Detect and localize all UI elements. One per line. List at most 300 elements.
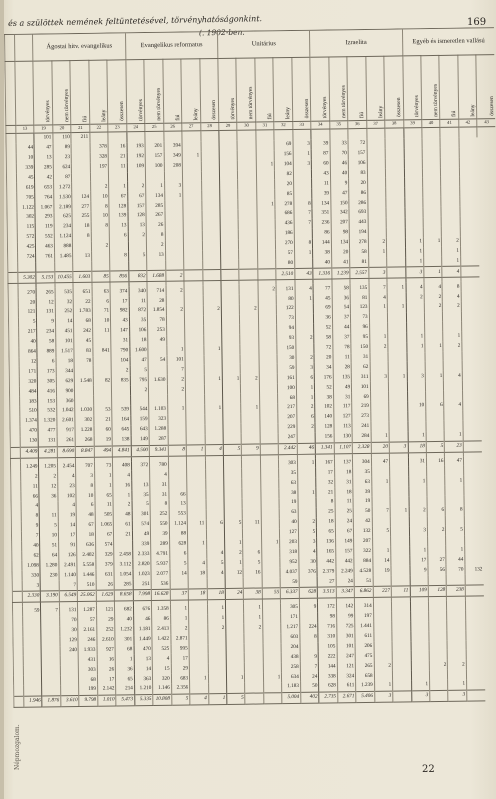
table-cell: 714: [147, 286, 166, 296]
table-cell: 43: [295, 269, 314, 280]
table-cell: 525: [152, 644, 171, 654]
table-cell: 140: [315, 412, 334, 422]
table-cell: 21: [94, 415, 113, 425]
table-cell: 4: [299, 547, 318, 557]
table-cell: 19: [279, 498, 298, 508]
table-cell: [386, 237, 405, 247]
table-cell: [240, 354, 259, 364]
table-cell: 2.442: [279, 443, 298, 454]
table-cell: [392, 631, 411, 641]
table-cell: 4: [188, 559, 207, 569]
table-cell: 13: [169, 500, 188, 510]
sub-header-cell: [52, 61, 71, 125]
table-cell: [204, 355, 223, 365]
table-cell: 888: [54, 242, 73, 252]
table-cell: 106: [129, 326, 148, 336]
table-cell: 36: [116, 665, 135, 675]
table-cell: [459, 167, 478, 177]
table-cell: [262, 558, 281, 568]
table-cell: 8: [442, 282, 461, 292]
table-cell: [444, 381, 463, 391]
table-cell: [390, 496, 409, 506]
table-cell: 9: [410, 565, 429, 575]
table-cell: 252: [97, 625, 116, 635]
table-cell: [388, 342, 407, 352]
table-cell: [429, 670, 448, 680]
table-cell: 159: [131, 415, 150, 425]
table-cell: [263, 662, 282, 672]
table-cell: [426, 411, 445, 421]
table-cell: 631: [96, 570, 115, 580]
table-cell: 451: [56, 327, 75, 337]
table-cell: [148, 365, 167, 375]
table-cell: [71, 143, 90, 153]
table-cell: [410, 575, 429, 586]
table-cell: 1: [257, 199, 276, 209]
table-cell: 110: [53, 133, 72, 144]
table-cell: 78: [74, 356, 93, 366]
table-cell: 1: [204, 374, 223, 384]
table-cell: 5: [132, 500, 151, 510]
table-cell: [242, 479, 261, 489]
table-cell: [405, 217, 424, 227]
row-lead-cell: [13, 676, 23, 686]
table-cell: [72, 172, 91, 182]
table-cell: [93, 396, 112, 406]
sub-header-label: nem törvényes: [155, 87, 163, 121]
table-cell: 917: [57, 426, 76, 436]
table-cell: 682: [115, 605, 134, 615]
table-cell: [224, 509, 243, 519]
sub-header-cell: [144, 59, 163, 123]
table-cell: 1: [204, 404, 223, 414]
table-cell: [203, 285, 222, 295]
table-cell: [427, 486, 446, 496]
table-cell: 764: [35, 193, 54, 203]
table-cell: 67: [127, 191, 146, 201]
table-cell: [165, 211, 184, 221]
table-cell: [208, 673, 227, 683]
table-cell: [258, 269, 277, 280]
table-cell: [465, 545, 484, 555]
table-cell: 50: [353, 507, 372, 517]
table-cell: 66: [21, 492, 40, 502]
table-cell: 374: [110, 287, 129, 297]
table-cell: [183, 210, 202, 220]
table-cell: [423, 217, 442, 227]
table-cell: 1.320: [38, 416, 57, 426]
table-cell: [165, 240, 184, 250]
table-cell: 5.335: [134, 694, 153, 705]
column-number-cell: 21: [71, 124, 90, 132]
table-cell: 171: [19, 367, 38, 377]
table-cell: 289: [151, 539, 170, 549]
table-cell: 7: [59, 580, 78, 591]
table-cell: [298, 478, 317, 488]
table-cell: 18: [317, 517, 336, 527]
table-cell: [386, 208, 405, 218]
table-cell: 2.458: [114, 550, 133, 560]
table-cell: 183: [20, 397, 39, 407]
table-cell: [222, 354, 241, 364]
table-cell: 102: [315, 402, 334, 412]
folio-number: 22: [422, 764, 435, 775]
table-cell: 63: [353, 477, 372, 487]
table-cell: [223, 414, 242, 424]
table-cell: [465, 585, 484, 596]
table-cell: 47: [34, 143, 53, 153]
table-cell: 70: [330, 149, 349, 159]
table-cell: 1: [146, 181, 165, 191]
table-cell: [392, 621, 411, 631]
table-cell: 1: [256, 160, 275, 170]
table-cell: 10: [407, 401, 426, 411]
table-cell: [208, 683, 227, 694]
table-cell: 10: [91, 192, 110, 202]
table-cell: 1: [225, 558, 244, 568]
table-cell: [109, 172, 128, 182]
page-header-title: és a szülöttek nemének feltüntetésével, törvényhatóságonkint.: [8, 14, 263, 28]
table-cell: [263, 613, 282, 623]
table-cell: 1.630: [148, 375, 167, 385]
table-cell: [367, 148, 386, 158]
group-header-cell: Unitárius: [217, 30, 310, 58]
table-cell: 643: [131, 425, 150, 435]
table-cell: 2: [442, 236, 461, 246]
table-cell: [299, 613, 318, 623]
table-cell: 1.042: [57, 406, 76, 416]
table-cell: 20: [331, 248, 350, 258]
table-cell: [443, 322, 462, 332]
table-cell: [444, 361, 463, 371]
table-cell: [168, 424, 187, 434]
table-cell: [261, 508, 280, 518]
row-lead-cell: [9, 328, 19, 338]
table-cell: 18: [188, 569, 207, 579]
sub-header-label: összesen: [119, 101, 126, 122]
table-cell: [407, 381, 426, 391]
table-cell: 5.153: [36, 272, 55, 283]
table-cell: 102: [58, 491, 77, 501]
table-cell: 234: [37, 327, 56, 337]
table-cell: 6: [426, 401, 445, 411]
table-cell: [201, 141, 220, 151]
table-cell: 101: [352, 382, 371, 392]
table-cell: [259, 364, 278, 374]
table-cell: 9: [21, 521, 40, 531]
table-cell: 2: [368, 237, 387, 247]
table-cell: 72: [348, 139, 367, 149]
table-cell: 1.603: [73, 272, 92, 283]
table-cell: [224, 479, 243, 489]
table-cell: 53: [94, 406, 113, 416]
table-cell: 301: [115, 635, 134, 645]
table-cell: 1.249: [20, 462, 39, 472]
table-cell: [244, 633, 263, 643]
table-cell: 261: [57, 436, 76, 447]
table-cell: [168, 470, 187, 480]
table-cell: 18: [408, 441, 427, 452]
table-cell: 1: [182, 151, 201, 161]
table-cell: [257, 249, 276, 259]
table-cell: 91: [58, 541, 77, 551]
table-cell: 23: [445, 441, 464, 452]
table-cell: [73, 242, 92, 252]
table-cell: [429, 631, 448, 641]
table-cell: 34: [314, 363, 333, 373]
table-cell: 1: [241, 404, 260, 414]
table-cell: [108, 132, 127, 143]
table-cell: [465, 555, 484, 565]
table-cell: 302: [17, 213, 36, 223]
table-cell: 3: [164, 181, 183, 191]
table-cell: 39: [312, 189, 331, 199]
table-cell: 339: [132, 540, 151, 550]
table-cell: [442, 217, 461, 227]
table-cell: 12: [37, 298, 56, 308]
table-cell: 101: [34, 133, 53, 144]
row-lead-cell: [13, 627, 23, 637]
table-cell: 9: [37, 317, 56, 327]
table-cell: [60, 675, 79, 685]
table-cell: 68: [74, 317, 93, 327]
table-cell: 1.010: [98, 695, 117, 706]
table-cell: [183, 191, 202, 201]
table-cell: [224, 489, 243, 499]
table-cell: [299, 577, 318, 588]
table-cell: 11: [109, 162, 128, 172]
table-cell: 27: [317, 577, 336, 588]
table-cell: 1: [368, 247, 387, 257]
table-cell: 192: [127, 152, 146, 162]
table-cell: [221, 305, 240, 315]
row-lead-cell: [11, 482, 21, 492]
table-cell: 2: [296, 353, 315, 363]
table-cell: 47: [330, 189, 349, 199]
table-cell: 59: [277, 363, 296, 373]
table-cell: 303: [279, 458, 298, 468]
table-cell: [222, 335, 241, 345]
table-cell: 2: [424, 292, 443, 302]
table-cell: [373, 602, 392, 612]
table-cell: [220, 190, 239, 200]
table-cell: 37: [332, 313, 351, 323]
table-cell: 6.549: [59, 591, 78, 602]
table-cell: 1: [425, 371, 444, 381]
table-cell: [372, 536, 391, 546]
table-cell: 156: [275, 150, 294, 160]
table-cell: [257, 239, 276, 249]
column-number-cell: 29: [219, 122, 238, 130]
row-lead-cell: [10, 397, 20, 407]
table-cell: [239, 229, 258, 239]
table-cell: 443: [349, 218, 368, 228]
table-cell: [221, 270, 240, 281]
table-cell: 87: [311, 149, 330, 159]
table-cell: 1: [222, 374, 241, 384]
table-cell: [260, 443, 279, 454]
table-cell: 4: [424, 282, 443, 292]
sub-header-label: fiú: [266, 112, 273, 120]
table-cell: 197: [355, 612, 374, 622]
table-cell: [423, 197, 442, 207]
table-cell: 2: [409, 506, 428, 516]
table-cell: [206, 539, 225, 549]
row-lead-cell: [7, 243, 17, 253]
table-cell: [186, 434, 205, 445]
row-lead-cell: [7, 203, 17, 213]
table-cell: [407, 352, 426, 362]
table-cell: [224, 469, 243, 479]
table-cell: 328: [90, 152, 109, 162]
table-cell: 304: [353, 457, 372, 467]
table-cell: [165, 230, 184, 240]
table-cell: 658: [356, 671, 375, 681]
table-cell: 7: [167, 365, 186, 375]
sub-header-label: nem törvényes: [340, 85, 347, 119]
sub-header-blank: [15, 61, 34, 125]
table-cell: 1.358: [152, 605, 171, 615]
table-cell: 44: [16, 143, 35, 153]
table-cell: 360: [56, 396, 75, 406]
table-cell: [185, 355, 204, 365]
table-cell: [165, 221, 184, 231]
table-cell: [461, 256, 480, 267]
table-cell: [41, 626, 60, 636]
table-cell: 242: [74, 327, 93, 337]
table-cell: 95: [351, 333, 370, 343]
table-cell: [389, 392, 408, 402]
table-cell: [461, 311, 480, 321]
table-cell: 2: [240, 305, 259, 315]
sub-header-label: összesen: [488, 96, 495, 117]
table-cell: 535: [55, 287, 74, 297]
row-lead-cell: [9, 377, 19, 387]
table-cell: [131, 470, 150, 480]
table-cell: [407, 411, 426, 421]
table-cell: [201, 161, 220, 171]
table-cell: [367, 198, 386, 208]
table-cell: 1.023: [133, 569, 152, 579]
table-cell: 286: [349, 198, 368, 208]
table-cell: 884: [354, 556, 373, 566]
table-cell: 52: [314, 323, 333, 333]
table-cell: 3: [374, 691, 393, 702]
table-cell: 1: [442, 246, 461, 256]
table-cell: 37: [332, 333, 351, 343]
table-cell: 470: [134, 645, 153, 655]
table-cell: 10.455: [55, 272, 74, 283]
table-cell: 1: [387, 303, 406, 313]
table-cell: 122: [277, 304, 296, 314]
table-cell: [208, 653, 227, 663]
table-cell: [220, 180, 239, 190]
table-cell: [240, 295, 259, 305]
table-cell: [239, 239, 258, 249]
table-cell: 43: [111, 316, 130, 326]
table-cell: 40: [313, 258, 332, 269]
table-cell: [297, 432, 316, 443]
table-cell: 653: [35, 183, 54, 193]
table-cell: [461, 282, 480, 292]
table-cell: [274, 129, 293, 140]
table-cell: 1: [226, 673, 245, 683]
table-cell: 25.062: [78, 590, 97, 601]
table-cell: 2: [91, 241, 110, 251]
table-cell: 14: [55, 317, 74, 327]
table-cell: 48: [113, 510, 132, 520]
table-cell: 5: [224, 519, 243, 529]
table-cell: [219, 141, 238, 151]
table-cell: 1.124: [169, 519, 188, 529]
table-cell: [226, 614, 245, 624]
table-cell: 18: [335, 487, 354, 497]
table-cell: [263, 682, 282, 693]
table-cell: 134: [146, 191, 165, 201]
table-cell: 285: [114, 579, 133, 590]
table-cell: [374, 671, 393, 681]
table-cell: 238: [447, 585, 466, 596]
row-lead-cell: [6, 164, 16, 174]
table-cell: 1.316: [313, 268, 332, 279]
table-cell: [242, 433, 261, 444]
table-cell: 70: [60, 616, 79, 626]
table-cell: 494: [94, 446, 113, 457]
table-cell: 128: [128, 211, 147, 221]
sub-header-cell: [292, 57, 311, 121]
table-cell: 5.937: [151, 559, 170, 569]
sub-header-cell: [181, 59, 200, 123]
table-cell: 172: [318, 602, 337, 612]
table-cell: [293, 169, 312, 179]
table-cell: 6: [206, 519, 225, 529]
table-cell: 127: [334, 412, 353, 422]
table-cell: 13: [35, 153, 54, 163]
table-cell: 1: [115, 655, 134, 665]
table-cell: 2: [166, 286, 185, 296]
table-cell: 25: [335, 507, 354, 517]
row-lead-cell: [7, 223, 17, 233]
table-cell: 15: [153, 664, 172, 674]
table-cell: [262, 567, 281, 577]
table-body: [6, 127, 496, 708]
table-cell: 338: [319, 672, 338, 682]
row-lead-cell: [13, 646, 23, 656]
table-cell: [240, 334, 259, 344]
table-cell: 1: [371, 477, 390, 487]
table-cell: [208, 643, 227, 653]
row-lead-cell: [11, 472, 21, 482]
table-cell: [203, 315, 222, 325]
table-cell: 86: [349, 188, 368, 198]
table-cell: 24: [336, 576, 355, 587]
table-cell: [242, 499, 261, 509]
table-cell: [220, 230, 239, 240]
table-cell: 28: [147, 296, 166, 306]
table-cell: 5: [130, 366, 149, 376]
table-cell: 8: [110, 251, 129, 261]
table-cell: [41, 580, 60, 591]
table-cell: 505: [95, 510, 114, 520]
table-cell: 13: [128, 221, 147, 231]
table-cell: [149, 395, 168, 405]
table-cell: [223, 433, 242, 444]
table-cell: 394: [164, 141, 183, 151]
column-number-cell: 23: [108, 124, 127, 132]
table-cell: [441, 207, 460, 217]
table-cell: [441, 167, 460, 177]
table-cell: [259, 344, 278, 354]
